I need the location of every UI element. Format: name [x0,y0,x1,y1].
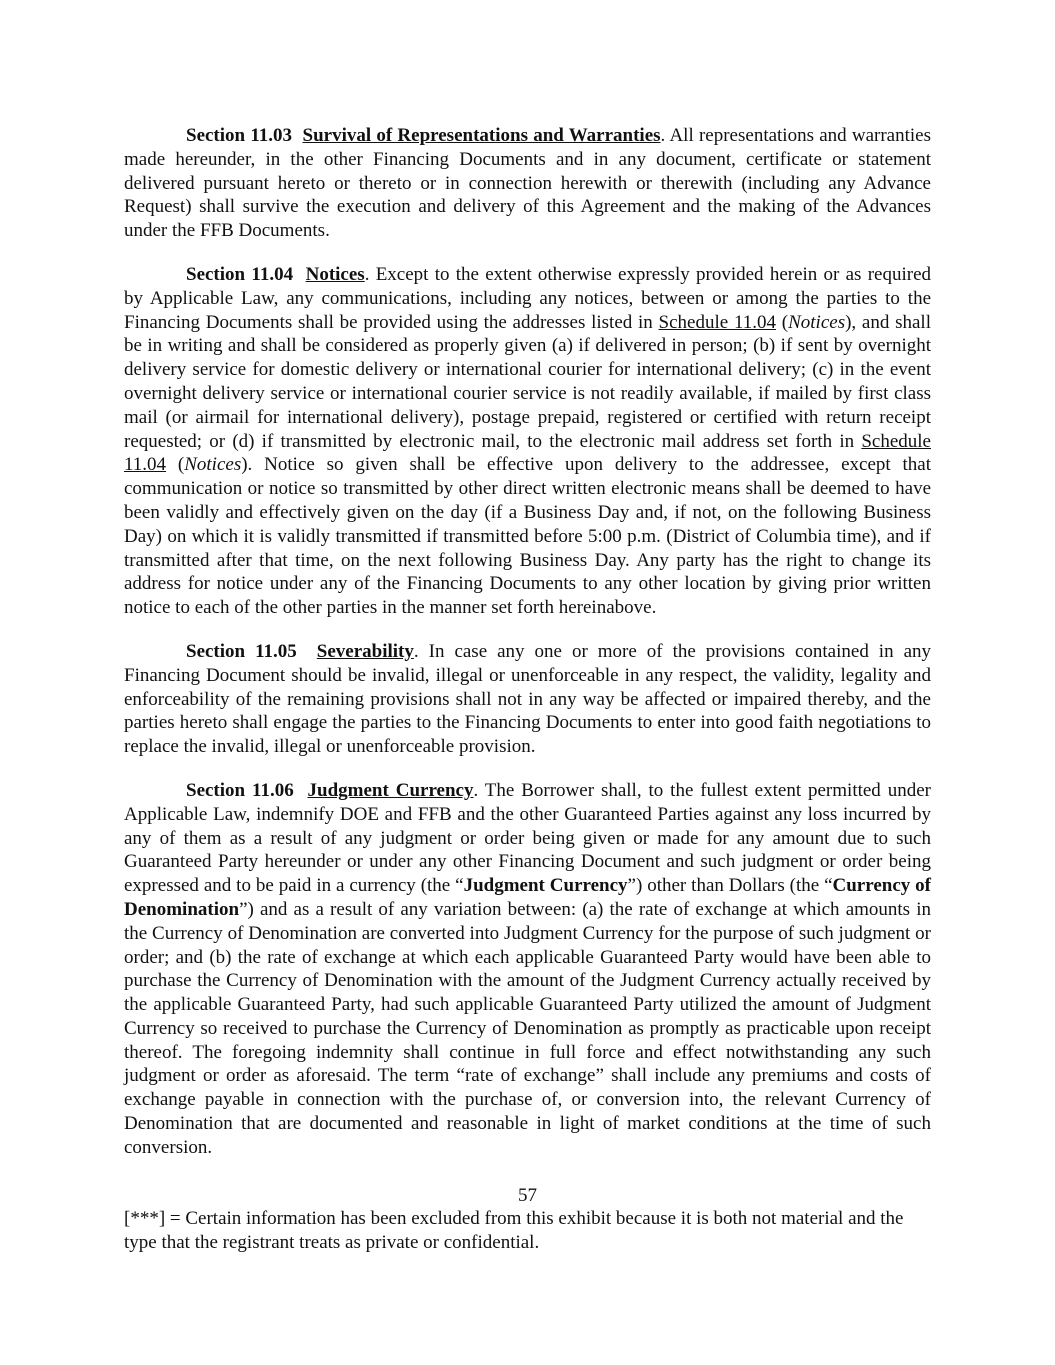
defined-term: Judgment Currency [463,875,628,897]
page-number: 57 [518,1184,537,1206]
section-body: . In case any one or more of the provisions contained in any Financing Document should be invalid, illegal or unenforceable in any respect, the validity, legality and enforceability of the remaining provisions shall not in any way be affected or impaired thereby, and the parties hereto shall engage the parties to the Financing Documents to enter into good faith negotiations to replace the invalid, illegal or unenforceable provision. [124,640,931,758]
defined-term: Currency of Denomination [124,875,931,920]
footer-note: [***] = Certain information has been excluded from this exhibit because it is both not material and the type that the registrant treats as private or confidential. [124,1208,904,1254]
section-number: Section 11.05 [186,640,297,662]
section-heading: Judgment Currency [307,779,474,801]
section-body: ), and shall be in writing and shall be considered as properly given (a) if delivered in person; (b) if sent by overnight delivery service for domestic delivery or international courier for international delivery; (c) in the event overnight delivery service or international courier service is not readily available, if mailed by first class mail (or airmail for international delivery), postage prepaid, registered or certified with return receipt requested; or (d) if transmitted by electronic mail, to the electronic mail address set forth in [124,311,931,452]
section-body: ”) other than Dollars (the “ [627,875,833,897]
section-11-05 [124,640,931,759]
section-heading: Severability [316,640,414,662]
section-body: . All representations and warranties made hereunder, in the other Financing Documents and in any document, certificate or statement delivered pursuant hereto or thereto or in connection herewith or therewith (including any Advance Request) shall survive the execution and delivery of this Agreement and the making of the Advances under the FFB Documents. [124,125,932,242]
section-11-06 [124,779,931,1160]
notices-term: Notices [788,311,846,333]
section-11-04: Section 11.04 Notices. Except to the extent otherwise expressly provided herein or as required by Applicable Law, any communications, including any notices, between or among the parties to the Financing Documents shall be provided using the addresses listed in Schedule 11.04 (Notices), and shall be in writing and shall be considered as properly given (a) if delivered in person; (b) if sent by overnight delivery service for domestic delivery or international courier for international delivery; (c) in the event overnight delivery service or international courier service is not readily available, if mailed by first class mail (or airmail for international delivery), postage prepaid, registered or certified with return receipt requested; or (d) if transmitted by electronic mail, to the electronic mail address set forth in Schedule 11.04 (Notices). Notice so given shall be effective upon delivery to the addressee, except that communication or notice so transmitted by other direct written electronic means shall be deemed to have been validly and effectively given on the day (if a Business Day and, if not, on the following Business Day) on which it is validly transmitted if transmitted before 5:00 p.m. (District of Columbia time), and if transmitted after that time, on the next following Business Day. Any party has the right to change its address for notice under any of the Financing Documents to any other location by giving prior written notice to each of the other parties in the manner set forth hereinabove. [124,263,932,619]
schedule-reference: Schedule 11.04 [658,311,776,333]
section-number: Section 11.06 [186,779,294,801]
notices-term: Notices [184,454,242,476]
section-body: ). Notice so given shall be effective upon delivery to the addressee, except that communication or notice so transmitted by other direct written electronic means shall be deemed to have been validly and effectively given on the day (if a Business Day and, if not, on the following Business Day) on which it is validly transmitted if transmitted before 5:00 p.m. (District of Columbia time), and if transmitted after that time, on the next following Business Day. Any party has the right to change its address for notice under any of the Financing Documents to any other location by giving prior written notice to each of the other parties in the manner set forth hereinabove. [124,454,932,619]
section-heading: Notices [305,263,365,285]
section-body: . Except to the extent otherwise expressly provided herein or as required by Applicable Law, any communications, including any notices, between or among the parties to the Financing Documents shall be provided using the addresses listed in [124,263,932,333]
section-body: ”) and as a result of any variation between: (a) the rate of exchange at which amounts in the Currency of Denomination are converted into Judgment Currency for the purpose of such judgment or order; and (b) the rate of exchange at which each applicable Guaranteed Party would have been able to purchase the Currency of Denomination with the amount of the Judgment Currency actually received by the applicable Guaranteed Party, had such applicable Guaranteed Party utilized the amount of Judgment Currency so received to purchase the Currency of Denomination as promptly as practicable upon receipt thereof. The foregoing indemnity shall continue in full force and effect notwithstanding any such judgment or order as aforesaid. The term “rate of exchange” shall include any premiums and costs of exchange payable in connection with the purchase of, or conversion into, the relevant Currency of Denomination that are documented and reasonable in light of market conditions at the time of such conversion. [124,898,931,1158]
section-number: Section 11.03 [186,125,293,146]
document-page [124,124,931,1255]
section-number: Section 11.04 [186,263,294,285]
section-11-03 [124,124,931,243]
section-heading: Survival of Representations and Warranties [302,125,661,146]
section-body: . The Borrower shall, to the fullest extent permitted under Applicable Law, indemnify DOE and FFB and the other Guaranteed Parties against any loss incurred by any of them as a result of any judgment or order being given or made for any amount due to such Guaranteed Party hereunder or under any other Financing Document and such judgment or order being expressed and to be paid in a currency (the “ [124,779,931,897]
schedule-reference: Schedule 11.04 [124,430,931,476]
